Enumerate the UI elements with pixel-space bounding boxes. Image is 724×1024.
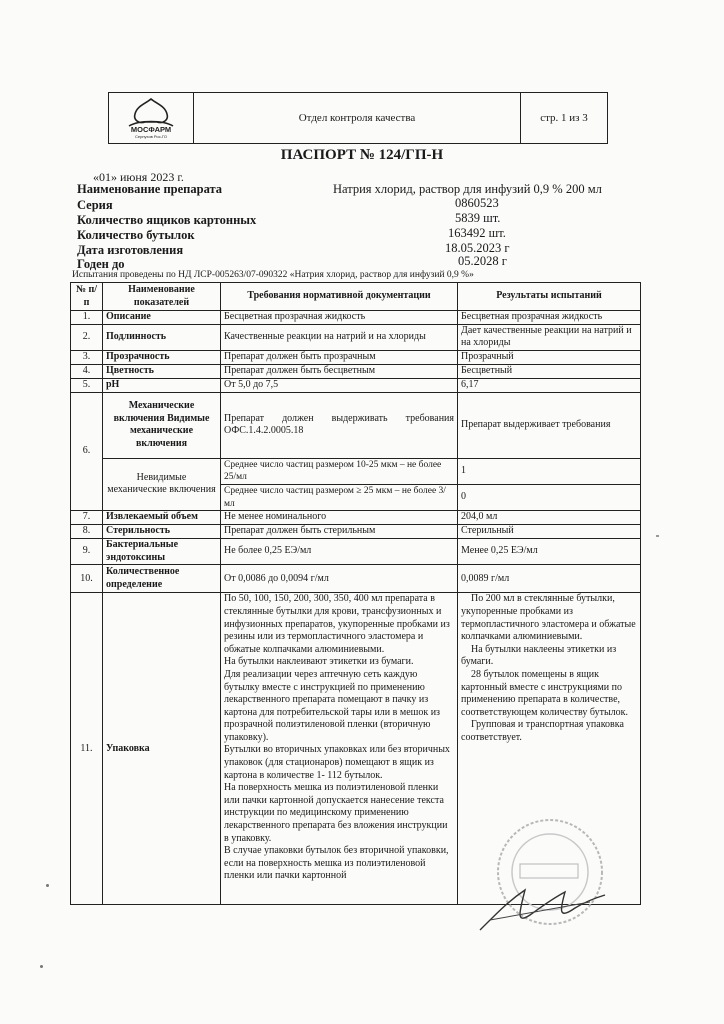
scan-speck: [656, 535, 659, 537]
packaging-req-paragraph: На бутылки наклеивают этикетки из бумаги.: [224, 656, 414, 668]
row-requirement: Бесцветная прозрачная жидкость: [221, 311, 458, 325]
row-requirement: Препарат должен выдерживать требования ОФС.1.4.2.0005.18: [221, 392, 458, 458]
row-name: Упаковка: [103, 593, 221, 905]
mosfarm-logo-icon: [115, 96, 187, 140]
row-subname: Невидимые механические включения: [103, 458, 221, 510]
field-label-manufactured: Дата изготовления: [77, 243, 184, 257]
row-result: Препарат выдерживает требования: [458, 392, 641, 458]
field-value-name: Натрия хлорид, раствор для инфузий 0,9 % 200 мл: [333, 182, 602, 196]
document-date: «01» июня 2023 г.: [93, 170, 184, 184]
row-result: 0,0089 г/мл: [458, 565, 641, 593]
row-result: 1: [458, 458, 641, 484]
row-requirement: Препарат должен быть прозрачным: [221, 350, 458, 364]
row-name: Извлекаемый объем: [103, 511, 221, 525]
row-name: Бактериальные эндотоксины: [103, 539, 221, 565]
row-requirement: От 0,0086 до 0,0094 г/мл: [221, 565, 458, 593]
header-box: [108, 92, 608, 144]
row-number: 11.: [71, 593, 103, 905]
table-row: [71, 539, 641, 565]
test-basis-note: Испытания проведены по НД ЛСР-005263/07-090322 «Натрия хлорид, раствор для инфузий 0,9 %»: [72, 270, 474, 280]
row-requirement: Среднее число частиц размером ≥ 25 мкм – не более 3/мл: [221, 484, 458, 510]
packaging-res-paragraph: Групповая и транспортная упаковка соответствует.: [461, 719, 624, 743]
row-result: 6,17: [458, 378, 641, 392]
table-row: [71, 378, 641, 392]
row-number: 4.: [71, 364, 103, 378]
packaging-req-paragraph: В случае упаковки бутылок без вторичной упаковки, если на поверхность мешка из полиэтиленовой пленки или пачки картонной: [224, 845, 449, 882]
row-number: 7.: [71, 511, 103, 525]
row-number: 3.: [71, 350, 103, 364]
document-title: ПАСПОРТ № 124/ГП-Н: [280, 147, 444, 163]
row-result: 0: [458, 484, 641, 510]
row-name: Прозрачность: [103, 350, 221, 364]
field-label-expiry: Годен до: [77, 257, 125, 271]
field-value-expiry: 05.2028 г: [458, 254, 507, 268]
row-number: 9.: [71, 539, 103, 565]
row-result: Прозрачный: [458, 350, 641, 364]
field-value-boxes: 5839 шт.: [455, 211, 501, 225]
scan-speck: [46, 884, 49, 887]
row-name: Стерильность: [103, 525, 221, 539]
row-name: Описание: [103, 311, 221, 325]
row-number: 1.: [71, 311, 103, 325]
row-number: 2.: [71, 324, 103, 350]
row-number: 8.: [71, 525, 103, 539]
row-name: Подлинность: [103, 324, 221, 350]
row-name: Механические включения Видимые механические включения: [103, 392, 221, 458]
table-row: [71, 324, 641, 350]
table-row: [71, 511, 641, 525]
packaging-res-paragraph: 28 бутылок помещены в ящик картонный вместе с инструкциями по применению препарата в количестве, соответствующем количеству бутылок.: [461, 668, 629, 718]
field-label-series: Серия: [77, 198, 113, 212]
row-name: Цветность: [103, 364, 221, 378]
row-requirement: Среднее число частиц размером 10-25 мкм – не более 25/мл: [221, 458, 458, 484]
field-label-bottles: Количество бутылок: [77, 228, 195, 242]
signature-icon: [470, 880, 610, 940]
table-row: [71, 565, 641, 593]
packaging-res-paragraph: По 200 мл в стеклянные бутылки, укупоренные пробками из термопластичного эластомера и обжатые колпачками алюминиевыми.: [461, 593, 636, 643]
logo-text: МОСФАРМ: [130, 125, 172, 134]
field-label-name: Наименование препарата: [77, 182, 223, 196]
header-results: Результаты испытаний: [458, 283, 641, 311]
field-label-boxes: Количество ящиков картонных: [77, 213, 257, 227]
page-number: стр. 1 из 3: [540, 112, 588, 124]
row-result: Менее 0,25 ЕЭ/мл: [458, 539, 641, 565]
header-name: Наименование показателей: [103, 283, 221, 311]
header-requirements: Требования нормативной документации: [221, 283, 458, 311]
logo-subtext: Серпухов Рос-ГО: [134, 134, 168, 139]
row-number: 10.: [71, 565, 103, 593]
table-row: [71, 525, 641, 539]
row-result: Дает качественные реакции на натрий и на хлориды: [458, 324, 641, 350]
scan-speck: [40, 965, 43, 968]
packaging-req-paragraph: Бутылки во вторичных упаковках или без вторичных упаковок (для стационаров) помещают в ящик из картона в количестве 1- 112 бутылок.: [224, 744, 450, 781]
row-requirement: Не более 0,25 ЕЭ/мл: [221, 539, 458, 565]
row-result: 204,0 мл: [458, 511, 641, 525]
packaging-req-paragraph: На поверхность мешка из полиэтиленовой пленки или пачки картонной допускается нанесение текста инструкции по медицинскому применению лекарственного препарата без вложения инструкции в упаковку.: [224, 782, 448, 844]
packaging-requirement-cell: [221, 593, 458, 905]
field-value-manufactured: 18.05.2023 г: [445, 241, 510, 255]
table-row: [71, 311, 641, 325]
row-number: 5.: [71, 378, 103, 392]
row-number: 6.: [71, 392, 103, 510]
table-row: [71, 392, 641, 458]
row-requirement: От 5,0 до 7,5: [221, 378, 458, 392]
table-row: [71, 350, 641, 364]
table-row: [71, 364, 641, 378]
table-subrow: [71, 458, 641, 484]
row-name: Количественное определение: [103, 565, 221, 593]
row-result: Бесцветный: [458, 364, 641, 378]
table-header-row: [71, 283, 641, 311]
packaging-req-paragraph: По 50, 100, 150, 200, 300, 350, 400 мл препарата в стеклянные бутылки для крови, трансфузионных и инфузионных препаратов, укупоренные пробками из резины или из термопластичного эластомера и обжатые колпачками алюминиевыми.: [224, 593, 450, 655]
row-requirement: Не менее номинального: [221, 511, 458, 525]
row-result: Стерильный: [458, 525, 641, 539]
row-requirement: Препарат должен быть бесцветным: [221, 364, 458, 378]
logo-cell: [109, 93, 194, 143]
packaging-res-paragraph: На бутылки наклеены этикетки из бумаги.: [461, 643, 617, 668]
header-num: № п/п: [71, 283, 103, 311]
field-value-bottles: 163492 шт.: [448, 226, 506, 240]
row-name: pH: [103, 378, 221, 392]
row-requirement: Препарат должен быть стерильным: [221, 525, 458, 539]
field-value-series: 0860523: [455, 196, 499, 210]
department-cell: Отдел контроля качества: [194, 93, 521, 143]
packaging-req-paragraph: Для реализации через аптечную сеть каждую бутылку вместе с инструкцией по применению лекарственного препарата помещают в пачку из картона для потребительской тары или в мешок из прозрачной полиэтиленовой пленки (вторичную упаковку).: [224, 668, 441, 743]
row-requirement: Качественные реакции на натрий и на хлориды: [221, 324, 458, 350]
row-result: Бесцветная прозрачная жидкость: [458, 311, 641, 325]
